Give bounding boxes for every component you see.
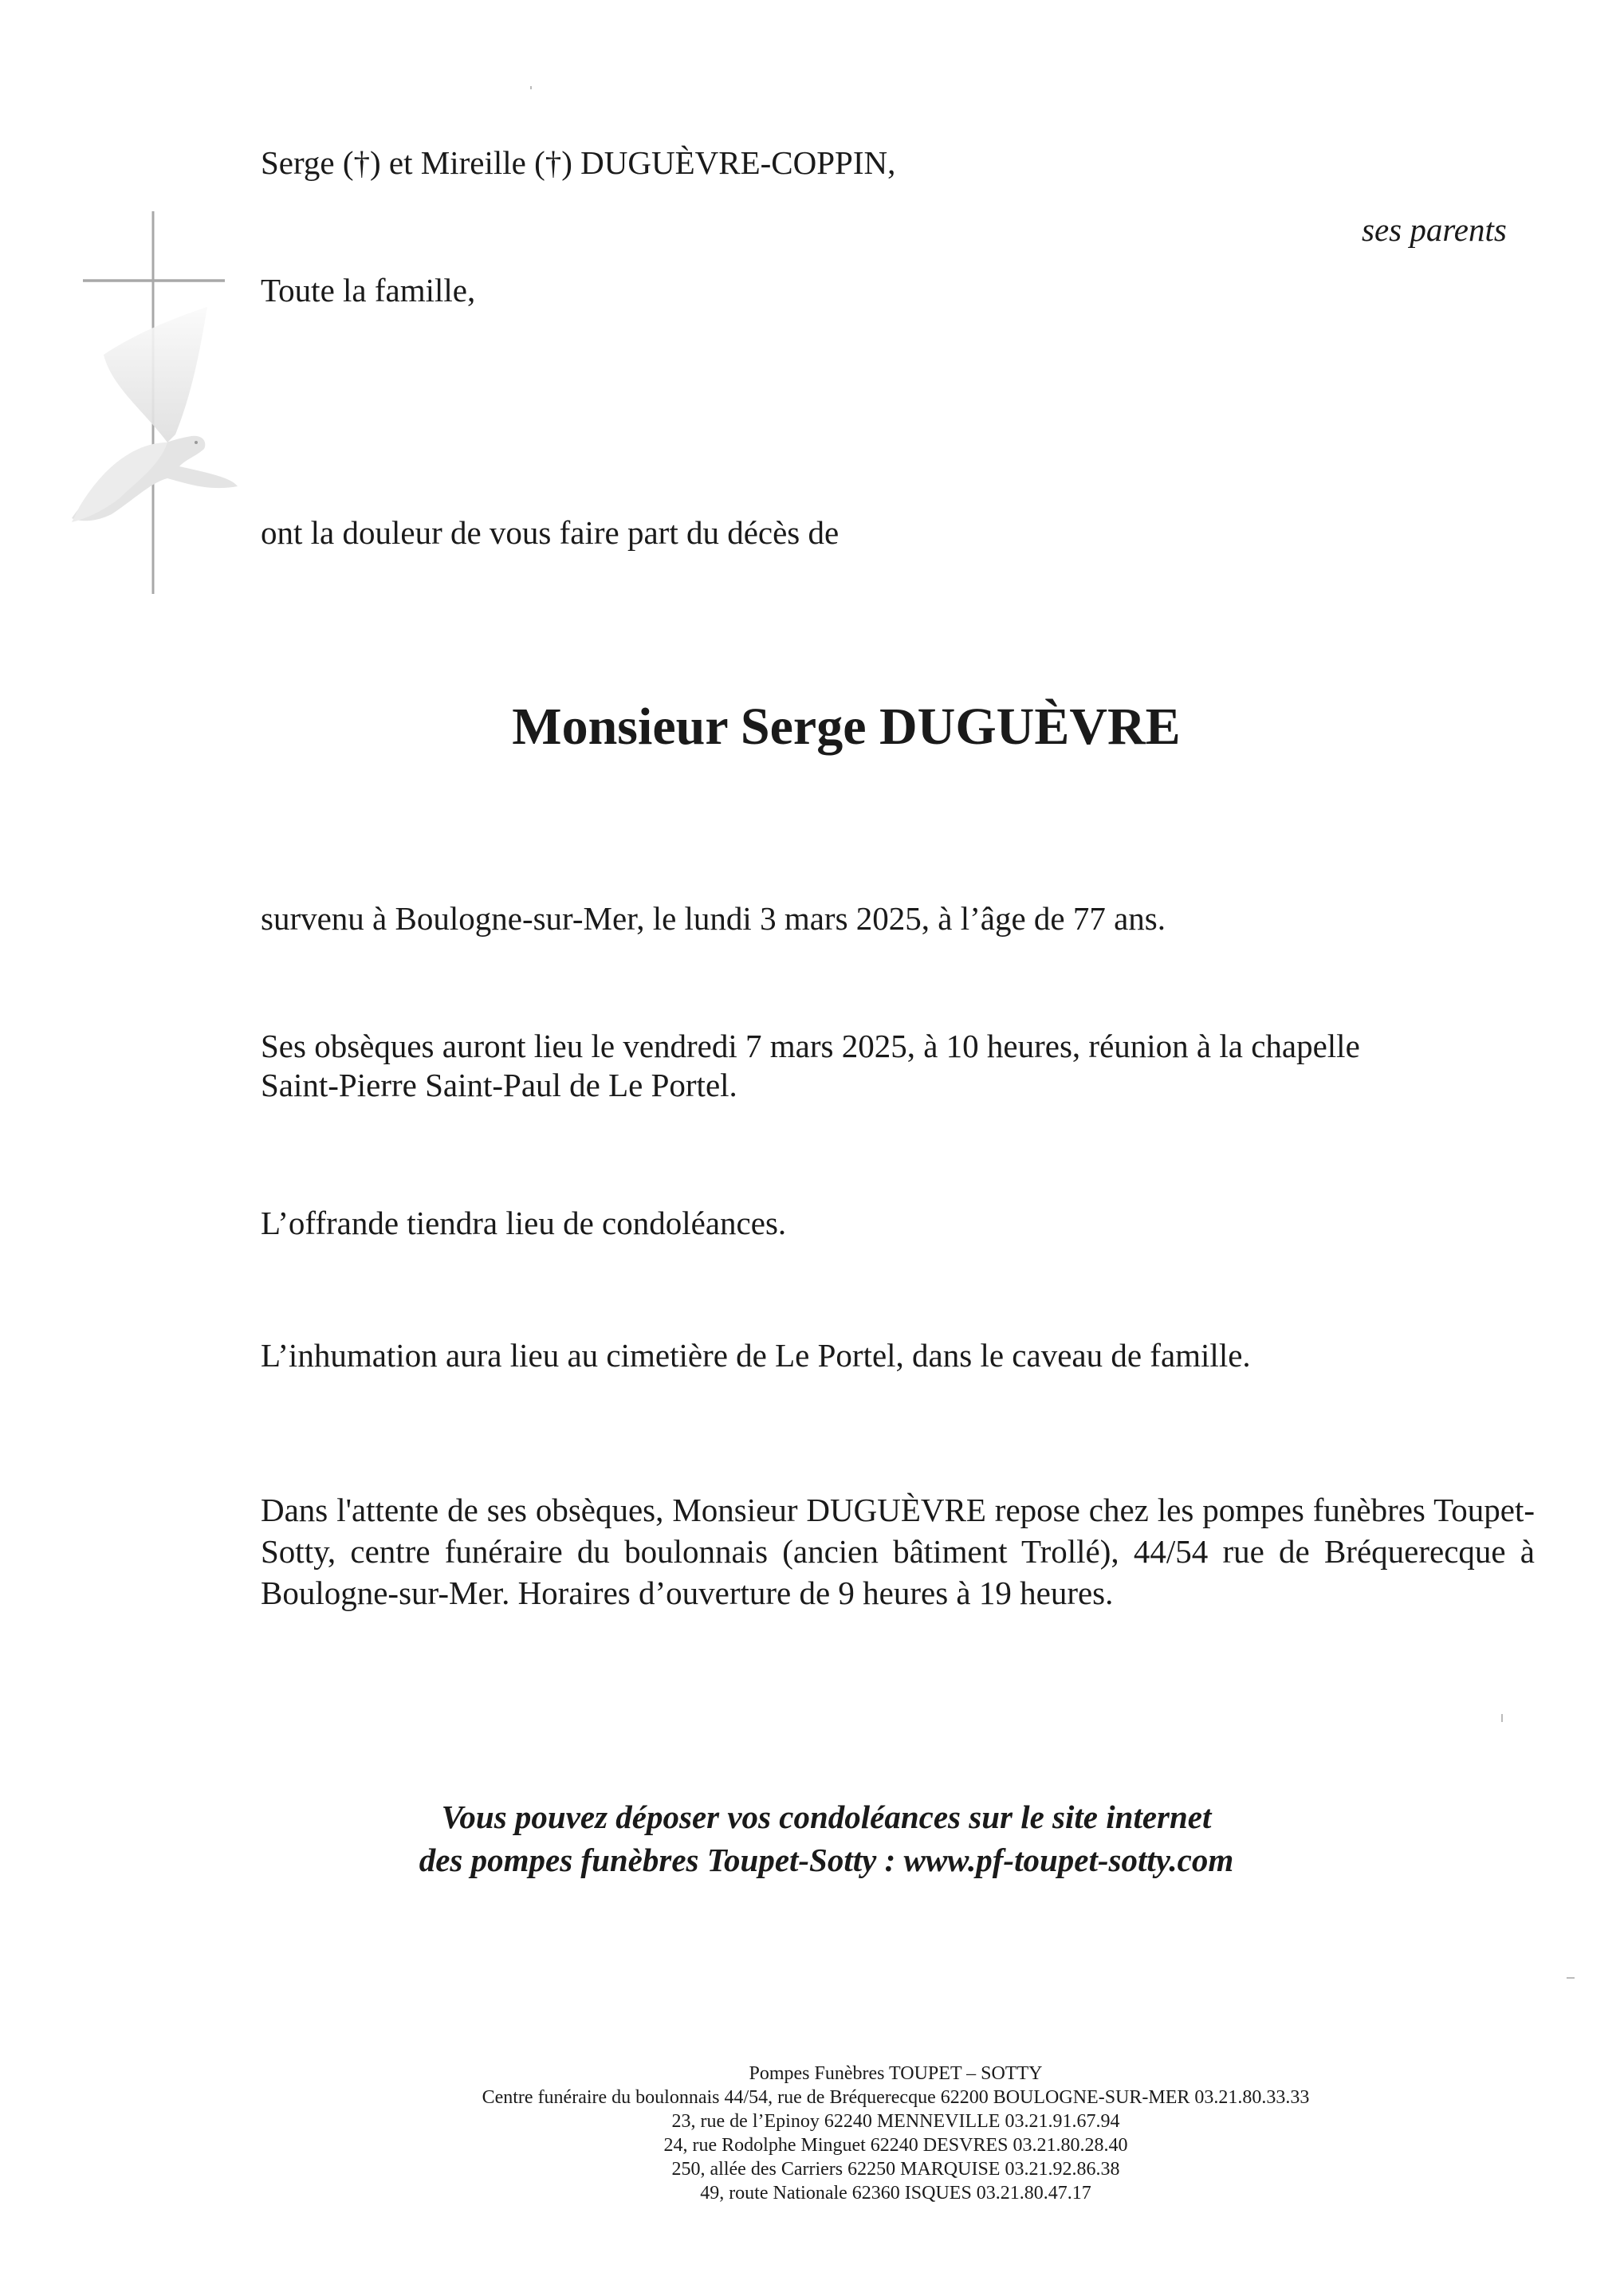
- scan-speck: [530, 86, 532, 89]
- condolences-notice: [0, 1795, 1624, 1881]
- funeral-details: [261, 1027, 1536, 1105]
- funeral-line-2: Saint-Pierre Saint-Paul de Le Portel.: [261, 1067, 737, 1104]
- dove-upper-wing: [104, 307, 207, 442]
- funeral-line-1: Ses obsèques auront lieu le vendredi 7 mars 2025, à 10 heures, réunion à la chapelle: [261, 1028, 1360, 1064]
- footer-address: Centre funéraire du boulonnais 44/54, rue de Bréquerecque 62200 BOULOGNE-SUR-MER 03.21.80.33.33: [482, 2087, 1310, 2108]
- scan-speck: [1567, 1977, 1575, 1979]
- dove-eye: [195, 441, 198, 444]
- condolences-website-line[interactable]: des pompes funèbres Toupet-Sotty : www.pf-toupet-sotty.com: [419, 1842, 1234, 1878]
- funeral-home-footer: [0, 2062, 1624, 2205]
- announcement-line: ont la douleur de vous faire part du décès de: [261, 514, 840, 551]
- cross-and-dove-emblem: [48, 203, 239, 602]
- viewing-details: Dans l'attente de ses obsèques, Monsieur DUGUÈVRE repose chez les pompes funèbres Toupet-Sotty, centre funéraire du boulonnais (ancien bâtiment Trollé), 44/54 rue de Bréquerecque à Boulogne-sur-Mer. Horaires d’ouverture de 9 heures à 19 heures.: [261, 1492, 1535, 1611]
- footer-address: 49, route Nationale 62360 ISQUES 03.21.80.47.17: [700, 2183, 1091, 2204]
- burial-details: L’inhumation aura lieu au cimetière de Le Portel, dans le caveau de famille.: [261, 1337, 1251, 1374]
- whole-family-line: Toute la famille,: [261, 272, 476, 309]
- scan-speck: [1501, 1714, 1503, 1722]
- footer-address: 24, rue Rodolphe Minguet 62240 DESVRES 03.21.80.28.40: [663, 2135, 1128, 2156]
- offering-notice: L’offrande tiendra lieu de condoléances.: [261, 1205, 787, 1241]
- deceased-name: Monsieur Serge DUGUÈVRE: [512, 698, 1181, 756]
- footer-company-name: Pompes Funèbres TOUPET – SOTTY: [749, 2063, 1043, 2084]
- parents-relation: ses parents: [1362, 211, 1507, 248]
- condolences-line-1: Vous pouvez déposer vos condoléances sur le site internet: [441, 1799, 1212, 1835]
- footer-address: 23, rue de l’Epinoy 62240 MENNEVILLE 03.21.91.67.94: [671, 2111, 1120, 2132]
- dove-icon: [48, 203, 239, 602]
- parents-line: Serge (†) et Mireille (†) DUGUÈVRE-COPPIN,: [261, 144, 896, 181]
- death-details: survenu à Boulogne-sur-Mer, le lundi 3 mars 2025, à l’âge de 77 ans.: [261, 900, 1166, 937]
- footer-address: 250, allée des Carriers 62250 MARQUISE 03.21.92.86.38: [671, 2159, 1120, 2180]
